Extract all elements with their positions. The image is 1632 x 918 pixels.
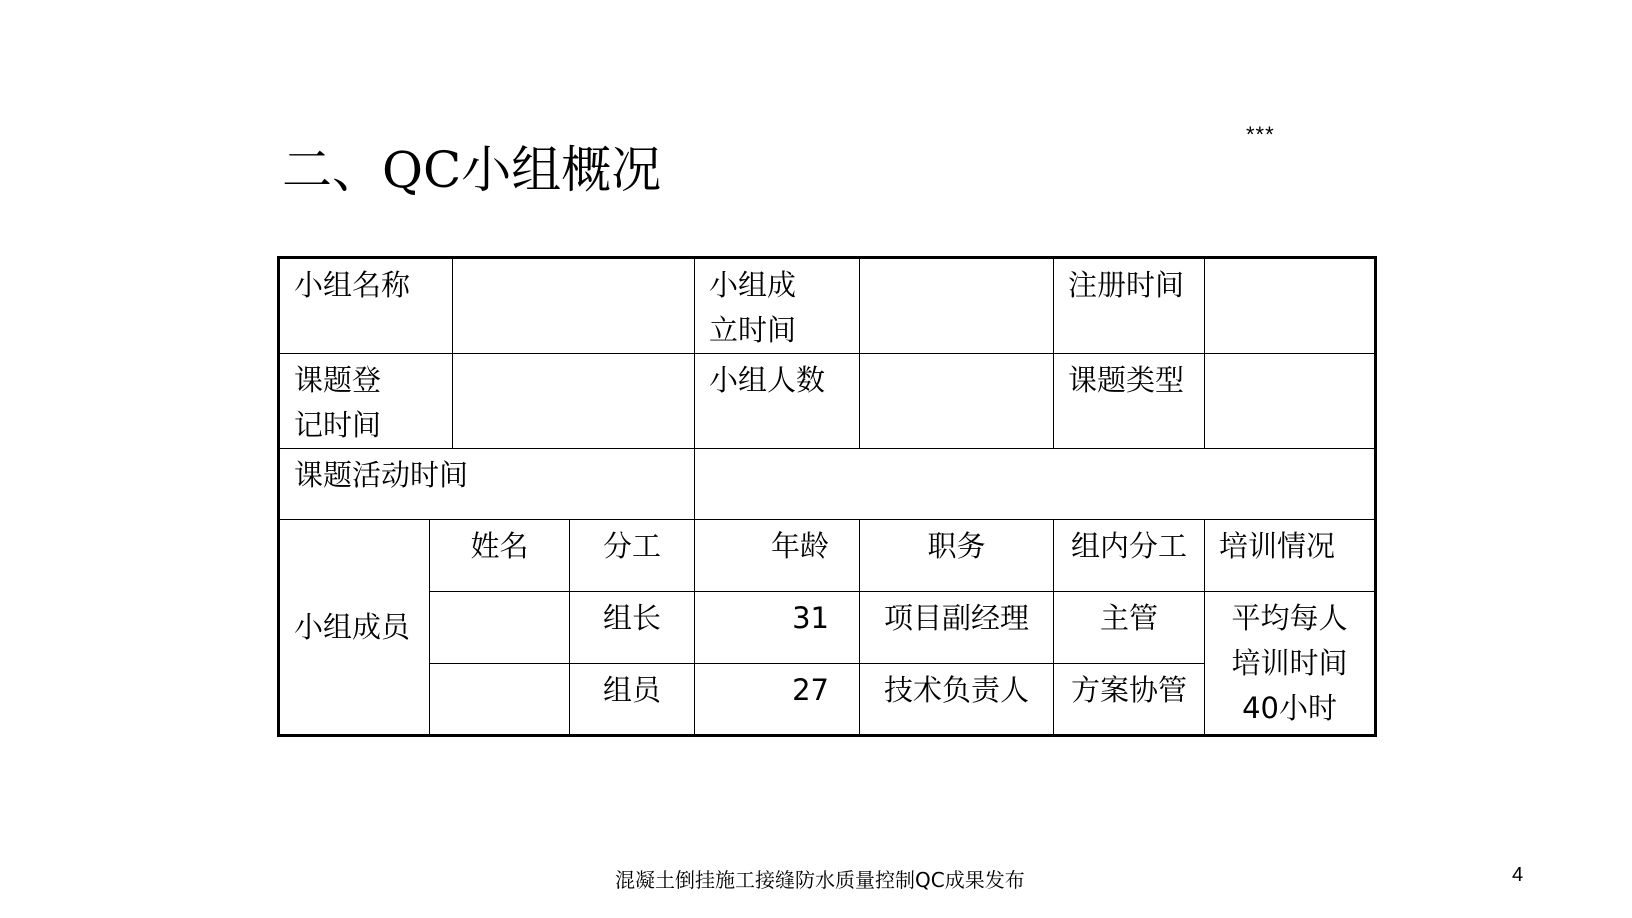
header-stars: *** bbox=[1246, 122, 1275, 147]
founded-time-label-line2: 立时间 bbox=[709, 313, 797, 347]
table-row bbox=[279, 354, 1376, 449]
header-group-role: 组内分工 bbox=[1054, 520, 1205, 592]
training-summary bbox=[1205, 592, 1376, 736]
training-line2: 培训时间 bbox=[1231, 646, 1348, 680]
training-line1: 平均每人 bbox=[1231, 601, 1348, 635]
member-age: 27 bbox=[695, 664, 860, 736]
activity-time-value bbox=[695, 449, 1376, 520]
header-division: 分工 bbox=[570, 520, 695, 592]
topic-register-value bbox=[453, 354, 695, 449]
group-name-label: 小组名称 bbox=[279, 258, 453, 354]
member-age: 31 bbox=[695, 592, 860, 664]
header-position: 职务 bbox=[860, 520, 1054, 592]
page-title: 二、QC小组概况 bbox=[282, 141, 662, 199]
table-row bbox=[279, 592, 1376, 664]
register-time-value bbox=[1205, 258, 1376, 354]
member-name bbox=[430, 664, 570, 736]
member-count-value bbox=[860, 354, 1054, 449]
member-position: 项目副经理 bbox=[860, 592, 1054, 664]
member-division: 组长 bbox=[570, 592, 695, 664]
header-name: 姓名 bbox=[430, 520, 570, 592]
activity-time-label: 课题活动时间 bbox=[279, 449, 695, 520]
table-row bbox=[279, 520, 1376, 592]
table-row bbox=[279, 258, 1376, 354]
page-number: 4 bbox=[1512, 864, 1524, 886]
table-row bbox=[279, 449, 1376, 520]
member-division: 组员 bbox=[570, 664, 695, 736]
group-name-value bbox=[453, 258, 695, 354]
register-time-label: 注册时间 bbox=[1054, 258, 1205, 354]
member-position: 技术负责人 bbox=[860, 664, 1054, 736]
member-group-role: 方案协管 bbox=[1054, 664, 1205, 736]
member-group-role: 主管 bbox=[1054, 592, 1205, 664]
member-name bbox=[430, 592, 570, 664]
member-count-label: 小组人数 bbox=[695, 354, 860, 449]
header-training: 培训情况 bbox=[1205, 520, 1376, 592]
topic-register-label bbox=[279, 354, 453, 449]
topic-register-label-line2: 记时间 bbox=[294, 408, 382, 442]
founded-time-label bbox=[695, 258, 860, 354]
qc-overview-table bbox=[277, 256, 1377, 737]
members-section-label: 小组成员 bbox=[279, 520, 430, 736]
training-line3: 40小时 bbox=[1242, 691, 1337, 725]
topic-register-label-line1: 课题登 bbox=[294, 363, 382, 397]
founded-time-value bbox=[860, 258, 1054, 354]
footer-text: 混凝土倒挂施工接缝防水质量控制QC成果发布 bbox=[615, 868, 1025, 892]
founded-time-label-line1: 小组成 bbox=[709, 268, 797, 302]
topic-type-value bbox=[1205, 354, 1376, 449]
header-age: 年龄 bbox=[695, 520, 860, 592]
topic-type-label: 课题类型 bbox=[1054, 354, 1205, 449]
